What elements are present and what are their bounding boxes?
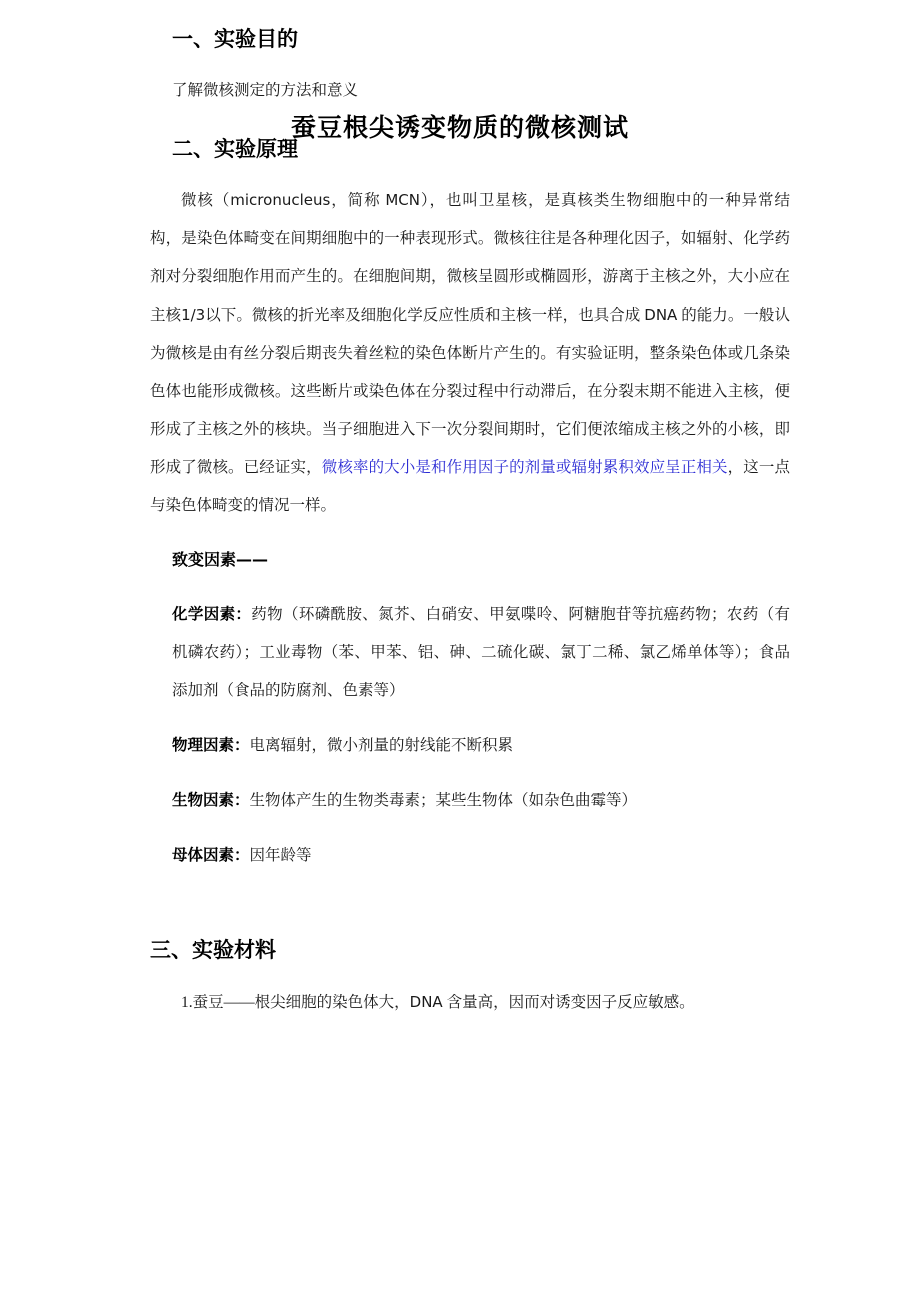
factor-item-physical	[150, 726, 790, 765]
principle-text-1: 微核（	[181, 191, 231, 209]
section-heading-principle: 二、实验原理	[172, 137, 298, 162]
spacer	[150, 525, 790, 541]
factor-text-physical: 电离辐射，微小剂量的射线能不断积累	[249, 736, 514, 754]
factor-text-maternal: 因年龄等	[249, 846, 312, 864]
factor-item-maternal	[150, 836, 790, 875]
factor-text-biological: 生物体产生的生物类毒素；某些生物体（如杂色曲霉等）	[249, 791, 638, 809]
factor-label-biological: 生物因素：	[172, 790, 250, 809]
spacer	[150, 0, 790, 26]
term-micronucleus: micronucleus	[230, 190, 331, 209]
page-title: 蚕豆根尖诱变物质的微核测试	[290, 113, 629, 142]
principle-text-2: ，简称	[330, 191, 386, 209]
purpose-body-text: 了解微核测定的方法和意义	[172, 82, 359, 100]
principle-text-6: ，这一点与染色体畸变的情况一样。	[150, 458, 790, 514]
factor-item-chemical	[150, 595, 790, 710]
factor-label-physical: 物理因素：	[172, 735, 250, 754]
document-body	[150, 0, 790, 1022]
term-mcn: MCN	[385, 190, 420, 209]
section-heading-purpose: 一、实验目的	[172, 27, 298, 51]
principle-text-4: 以下。微核的折光率及细胞化学反应性质和主核一样，也具合成	[205, 306, 645, 324]
factor-label-chemical: 化学因素：	[172, 604, 252, 623]
spacer	[150, 875, 790, 937]
spacer	[150, 579, 790, 595]
spacer	[150, 820, 790, 836]
factor-item-biological	[150, 781, 790, 820]
term-dna: DNA	[409, 992, 443, 1011]
factor-text-chemical: 药物（环磷酰胺、氮芥、白硝安、甲氨喋呤、阿糖胞苷等抗癌药物；农药（有机磷农药）；工业毒物（苯、甲苯、铝、砷、二硫化碳、氯丁二稀、氯乙烯单体等）；食品添加剂（食品的防腐剂、色素等）	[172, 605, 790, 699]
mutagenic-factors-heading: 致变因素——	[172, 549, 269, 569]
factor-label-maternal: 母体因素：	[172, 845, 250, 864]
spacer	[150, 710, 790, 726]
principle-text-5: 的能力。一般认为微核是由有丝分裂后期丧失着丝粒的染色体断片产生的。有实验证明，整条染色体或几条染色体也能形成微核。这些断片或染色体在分裂过程中行动滞后，在分裂末期不能进入主核，便形成了主核之外的核块。当子细胞进入下一次分裂间期时，它们便浓缩成主核之外的小核，即形成了微核。已经证实，	[150, 306, 790, 476]
materials-item-1	[150, 983, 790, 1022]
spacer	[150, 963, 790, 983]
principle-text-3: ），也叫卫星核，是真核类生物细胞中的一种异常结构，是染色体畸变在间期细胞中的一种表现形式。微核往往是各种理化因子，如辐射、化学药剂对分裂细胞作用而产生的。在细胞间期，微核呈圆形或椭圆形，游离于主核之外，大小应在主核	[150, 191, 790, 324]
section-heading-materials: 三、实验材料	[150, 937, 276, 962]
principle-paragraph	[150, 181, 790, 525]
materials-text-1: 1.蚕豆——根尖细胞的染色体大，	[181, 993, 410, 1011]
spacer	[150, 765, 790, 781]
spacer	[150, 163, 790, 181]
term-dna: DNA	[644, 305, 678, 324]
materials-text-2: 含量高，因而对诱变因子反应敏感。	[442, 993, 695, 1011]
value-one-third: 1/3	[181, 305, 206, 324]
spacer	[150, 110, 790, 136]
highlighted-conclusion: 微核率的大小是和作用因子的剂量或辐射累积效应呈正相关	[321, 458, 728, 476]
spacer	[150, 52, 790, 72]
